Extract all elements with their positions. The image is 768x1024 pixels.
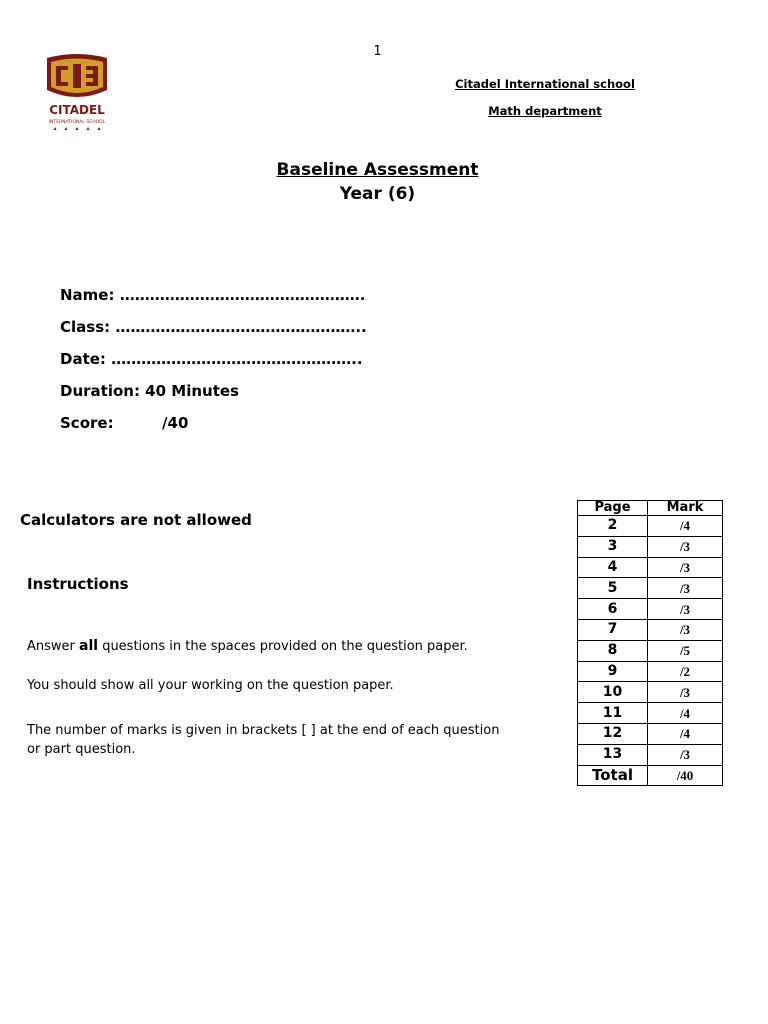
table-row [578, 682, 723, 703]
mark-cell: /3 [648, 619, 723, 640]
page-cell: 6 [578, 599, 648, 620]
table-row [578, 640, 723, 661]
mark-cell: /4 [648, 516, 723, 537]
page-cell: 13 [578, 744, 648, 765]
score-total: /40 [162, 414, 189, 432]
score-field [60, 414, 188, 432]
score-label: Score: [60, 414, 114, 432]
mark-cell: /3 [648, 599, 723, 620]
page-cell: 9 [578, 661, 648, 682]
table-row [578, 578, 723, 599]
table-row [578, 557, 723, 578]
name-field: Name: …………………………………………. [60, 286, 366, 304]
header-page: Page [578, 501, 648, 516]
page-cell: 10 [578, 682, 648, 703]
instructions-heading: Instructions [27, 575, 129, 593]
table-row [578, 744, 723, 765]
school-name: Citadel International school [455, 77, 635, 91]
mark-cell: /3 [648, 682, 723, 703]
total-row [578, 765, 723, 786]
table-row [578, 723, 723, 744]
page-cell: 4 [578, 557, 648, 578]
citadel-school-logo [40, 52, 114, 134]
date-field: Date: ………………………………………….. [60, 350, 363, 368]
page-cell: 3 [578, 536, 648, 557]
marks-table-header [578, 501, 723, 516]
table-row [578, 516, 723, 537]
instruction-answer-all [27, 637, 517, 656]
mark-cell: /4 [648, 723, 723, 744]
table-row [578, 599, 723, 620]
department-name: Math department [488, 104, 602, 118]
marks-table [577, 500, 723, 786]
mark-cell: /3 [648, 744, 723, 765]
assessment-title: Baseline Assessment [276, 160, 479, 180]
mark-cell: /5 [648, 640, 723, 661]
logo-text: CITADEL [49, 103, 105, 117]
duration-field: Duration: 40 Minutes [60, 382, 239, 400]
page-number: 1 [373, 44, 382, 59]
instruction-marks-brackets: The number of marks is given in brackets [ ] at the end of each question or part question. [27, 723, 500, 757]
table-row [578, 619, 723, 640]
instruction-emphasis: all [79, 638, 99, 654]
instruction-show-working: You should show all your working on the question paper. [27, 678, 394, 693]
mark-cell: /2 [648, 661, 723, 682]
total-label-cell: Total [578, 765, 648, 786]
table-row [578, 536, 723, 557]
year-subtitle: Year (6) [339, 184, 416, 204]
page-cell: 11 [578, 703, 648, 724]
page-cell: 7 [578, 619, 648, 640]
mark-cell: /3 [648, 557, 723, 578]
page-cell: 12 [578, 723, 648, 744]
page-cell: 5 [578, 578, 648, 599]
mark-cell: /4 [648, 703, 723, 724]
page-cell: 2 [578, 516, 648, 537]
header-mark: Mark [648, 501, 723, 516]
calculators-note: Calculators are not allowed [20, 511, 252, 529]
instruction-text: questions in the spaces provided on the question paper. [98, 639, 468, 654]
class-field: Class: ………………………………………….. [60, 318, 367, 336]
mark-cell: /3 [648, 578, 723, 599]
mark-cell: /3 [648, 536, 723, 557]
instruction-text: Answer [27, 639, 80, 654]
table-row [578, 703, 723, 724]
total-mark-cell: /40 [648, 765, 723, 786]
logo-subtext: INTERNATIONAL SCHOOL [48, 120, 106, 125]
page-cell: 8 [578, 640, 648, 661]
table-row [578, 661, 723, 682]
